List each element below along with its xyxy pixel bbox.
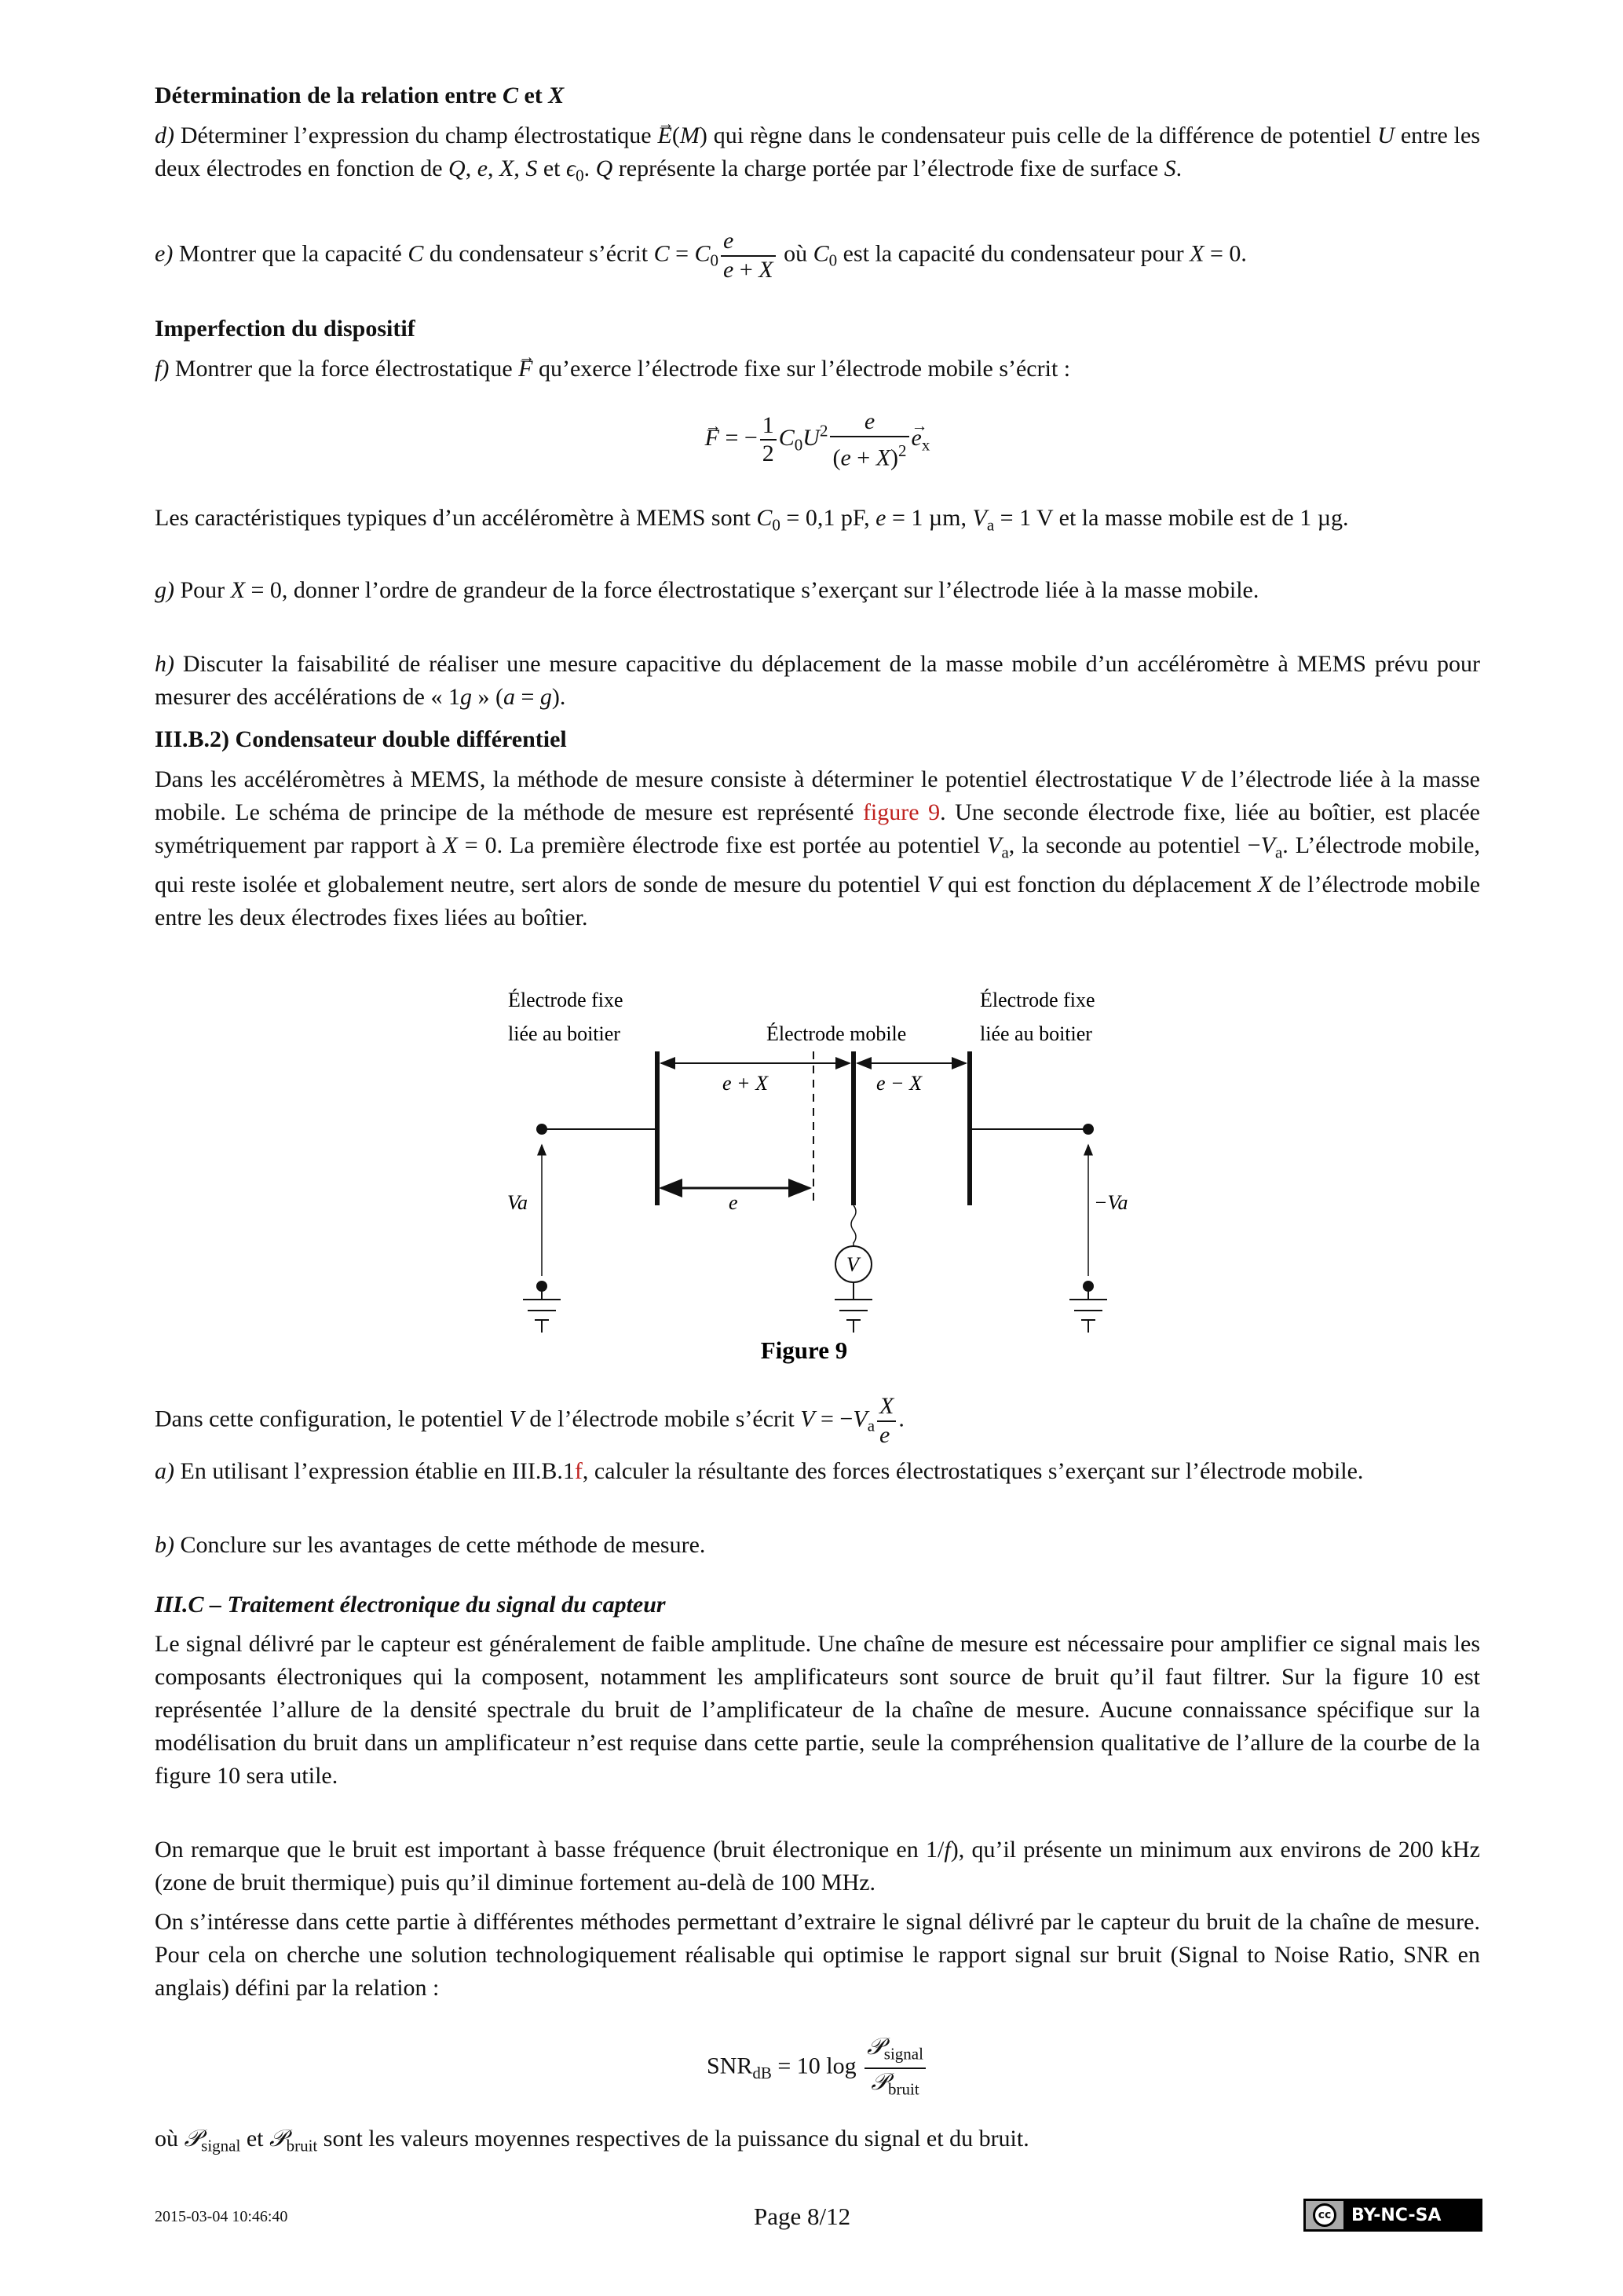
- math-symbol: e: [477, 155, 488, 181]
- text-run: .: [583, 155, 596, 181]
- math-symbol: e: [723, 228, 734, 254]
- text-run: ): [890, 444, 899, 471]
- left-terminal: [536, 1124, 547, 1135]
- math-symbol: U: [1377, 122, 1395, 148]
- math-symbol: 𝒫: [184, 2126, 202, 2152]
- math-symbol: g): [155, 577, 174, 603]
- text-run: Montrer que la capacité: [173, 240, 408, 267]
- text-run: ,: [488, 155, 500, 181]
- paragraph-c1: [155, 1628, 1480, 1793]
- text-run: = 0,1 pF,: [780, 505, 876, 531]
- text-run: = 1 V et la masse mobile est de 1 µg.: [994, 505, 1349, 531]
- text-run: ,: [465, 155, 477, 181]
- text-run: Les caractéristiques typiques d’un accéléromètre à MEMS sont: [155, 505, 757, 531]
- mobile-wire: [851, 1205, 856, 1246]
- math-symbol: e): [155, 240, 174, 267]
- math-symbol: 𝒫: [871, 2068, 889, 2095]
- voltage-right-label: −Va: [1094, 1191, 1128, 1214]
- text-run: Dans les accéléromètres à MEMS, la méthode de mesure consiste à déterminer le potentiel électrostatique: [155, 766, 1180, 792]
- text-run: . L’électrode mobile, qui reste isolée et globalement neutre, sert alors de sonde de mesure du potentiel: [155, 832, 1480, 898]
- text-run: +: [850, 444, 876, 471]
- ground-icon: [523, 1282, 1107, 1333]
- paragraph-c4: [155, 2122, 1480, 2162]
- text-run: +: [733, 256, 759, 283]
- math-symbol: V: [800, 1406, 815, 1432]
- math-symbol: X: [1257, 872, 1273, 898]
- math-symbol: X: [879, 1393, 894, 1419]
- text-run: de l’électrode mobile entre les deux électrodes fixes liées au boîtier.: [155, 872, 1481, 931]
- vector-symbol: → F: [705, 418, 719, 459]
- page-number: Page 8/12: [754, 2203, 851, 2230]
- fraction: [877, 1393, 896, 1449]
- math-symbol: V: [853, 1406, 868, 1432]
- question-a: [155, 1455, 1480, 1488]
- subscript: 0: [772, 515, 780, 535]
- math-symbol: X: [548, 82, 565, 108]
- text-run: . Une seconde électrode fixe, liée au boîtier, est placée symétriquement par rapport à: [155, 799, 1480, 858]
- math-symbol: S: [525, 155, 538, 181]
- math-symbol: V: [987, 832, 1002, 858]
- subscript: bruit: [286, 2136, 318, 2155]
- math-symbol: g: [539, 684, 552, 710]
- subscript: signal: [883, 2044, 923, 2064]
- text-run: » (: [472, 684, 503, 710]
- paragraph-c2: [155, 1834, 1480, 1899]
- text-run: entre les deux électrodes en fonction de: [155, 122, 1480, 181]
- subscript: signal: [201, 2136, 241, 2155]
- left-electrode-label-2: liée au boitier: [508, 1022, 620, 1045]
- text-run: En utilisant l’expression établie en III.B.1: [174, 1458, 575, 1484]
- text-run: ,: [514, 155, 526, 181]
- text-run: Déterminer l’expression du champ électrostatique: [174, 122, 658, 148]
- superscript: 2: [898, 441, 907, 460]
- text-run: On s’intéresse dans cette partie à différentes méthodes permettant d’extraire le signal délivré par le capteur du bruit de la chaîne de mesure. Pour cela on cherche une solution technologiquement réalisable qui optimise le rapport signal sur bruit (Signal to Noise Ratio, SNR en anglais) défini par la relation :: [155, 1909, 1480, 2001]
- text-run: Détermination de la relation entre: [155, 82, 503, 108]
- math-symbol: C: [778, 425, 795, 452]
- configuration-paragraph: [155, 1393, 1480, 1449]
- subscript: a: [986, 515, 995, 535]
- text-run: 1: [762, 411, 774, 438]
- text-run: (: [671, 122, 680, 148]
- math-symbol: g: [460, 684, 472, 710]
- math-symbol: X: [758, 256, 773, 283]
- subscript: bruit: [888, 2079, 919, 2099]
- math-symbol: X: [443, 832, 458, 858]
- math-symbol: ϵ: [566, 155, 576, 181]
- math-symbol: X: [499, 155, 514, 181]
- text-run: de l’électrode liée à la masse mobile. Le schéma de principe de la méthode de mesure est représenté: [155, 766, 1480, 825]
- math-symbol: U: [802, 425, 820, 452]
- math-symbol: V: [509, 1406, 524, 1432]
- subscript: x: [921, 435, 930, 455]
- text-run: ), qu’il présente un minimum aux environs de 200 kHz (zone de bruit thermique) puis qu’il diminue fortement au-delà de 100 MHz.: [155, 1837, 1480, 1896]
- rest-gap-label: e: [729, 1191, 738, 1214]
- math-symbol: Q: [448, 155, 466, 181]
- subscript: a: [1274, 843, 1283, 862]
- math-symbol: X: [230, 577, 246, 603]
- math-symbol: C: [756, 505, 773, 531]
- text-run: qui est fonction du déplacement: [941, 872, 1258, 898]
- text-run: et: [537, 155, 567, 181]
- math-symbol: S: [1164, 155, 1176, 181]
- timestamp: 2015-03-04 10:46:40: [155, 2208, 288, 2225]
- math-symbol: h): [155, 651, 174, 677]
- subscript: a: [1001, 843, 1009, 862]
- text-run: .: [1175, 155, 1183, 181]
- math-symbol: d): [155, 122, 174, 148]
- text-run: et: [240, 2126, 269, 2152]
- math-symbol: e: [875, 505, 886, 531]
- text-run: = −: [718, 425, 758, 452]
- text-run: =: [669, 240, 695, 267]
- math-symbol: e: [723, 256, 734, 283]
- right-electrode-label-2: liée au boitier: [980, 1022, 1092, 1045]
- right-electrode-label: Électrode fixe: [980, 989, 1095, 1011]
- paragraph-c3: [155, 1906, 1480, 2005]
- text-run: où: [155, 2126, 185, 2152]
- text-run: qu’exerce l’électrode fixe sur l’électrode mobile s’écrit :: [532, 356, 1071, 382]
- math-symbol: X: [875, 444, 891, 471]
- text-run: sont les valeurs moyennes respectives de la puissance du signal et du bruit.: [317, 2126, 1029, 2152]
- text-run: = 0. La première électrode fixe est portée au potentiel: [457, 832, 988, 858]
- math-symbol: M: [679, 122, 700, 148]
- text-run: Montrer que la force électrostatique: [169, 356, 519, 382]
- fraction-numerator: [877, 1393, 896, 1422]
- text-run: où: [777, 240, 813, 267]
- voltmeter-label: V: [846, 1253, 859, 1276]
- math-symbol: C: [694, 240, 711, 267]
- text-run: ) qui règne dans le condensateur puis celle de la différence de potentiel: [699, 122, 1378, 148]
- left-electrode-label: Électrode fixe: [508, 989, 623, 1011]
- subscript: 0: [828, 250, 838, 270]
- heading-c: [155, 1589, 1480, 1621]
- text-run: III.B.2) Condensateur double différentiel: [155, 726, 567, 752]
- math-symbol: a): [155, 1458, 174, 1484]
- math-symbol: C: [502, 82, 518, 108]
- text-run: du condensateur s’écrit: [423, 240, 654, 267]
- voltage-left-label: Va: [507, 1191, 528, 1214]
- math-symbol: f: [944, 1837, 951, 1863]
- math-symbol: f): [155, 356, 170, 382]
- fraction-numerator: [865, 2034, 926, 2069]
- text-run: est la capacité du condensateur pour: [837, 240, 1190, 267]
- math-symbol: V: [927, 872, 941, 898]
- text-run: = 10 log: [771, 2053, 863, 2079]
- text-run: On remarque que le bruit est important à basse fréquence (bruit électronique en 1/: [155, 1837, 945, 1863]
- text-run: = −: [814, 1406, 854, 1432]
- math-symbol: V: [1260, 832, 1275, 858]
- math-symbol: C: [408, 240, 424, 267]
- license-text: BY-NC-SA: [1351, 2205, 1442, 2225]
- text-run: représente la charge portée par l’électrode fixe de surface: [612, 155, 1164, 181]
- text-run: , la seconde au potentiel −: [1008, 832, 1261, 858]
- creative-commons-icon: cc: [1306, 2201, 1343, 2229]
- math-symbol: 𝒫: [867, 2034, 884, 2060]
- superscript: 2: [819, 421, 828, 441]
- text-run: Dans cette configuration, le potentiel: [155, 1406, 510, 1432]
- text-run: , calculer la résultante des forces électrostatiques s’exerçant sur l’électrode mobile.: [582, 1458, 1364, 1484]
- vector-symbol: → e: [912, 418, 922, 459]
- text-run: = 1 µm,: [886, 505, 973, 531]
- math-symbol: e: [879, 1421, 890, 1448]
- text-run: = 0.: [1204, 240, 1247, 267]
- text-run: et: [517, 82, 549, 108]
- cross-reference-link[interactable]: figure 9: [862, 799, 941, 825]
- text-run: III.C – Traitement électronique du signal du capteur: [155, 1592, 666, 1618]
- math-symbol: C: [813, 240, 829, 267]
- text-run: Conclure sur les avantages de cette méthode de mesure.: [174, 1532, 706, 1558]
- vector-symbol: → F: [518, 353, 532, 386]
- text-run: Discuter la faisabilité de réaliser une mesure capacitive du déplacement de la masse mobile d’un accéléromètre à MEMS prévu pour mesurer des accélérations de « 1: [155, 651, 1480, 710]
- text-run: Imperfection du dispositif: [155, 316, 415, 342]
- math-symbol: a: [503, 684, 515, 710]
- subscript: a: [867, 1416, 875, 1435]
- math-symbol: V: [972, 505, 987, 531]
- math-symbol: 𝒫: [269, 2126, 287, 2152]
- subscript: 0: [710, 250, 719, 270]
- text-run: 2: [762, 441, 774, 467]
- cross-reference-link[interactable]: f: [574, 1458, 583, 1484]
- text-run: SNR: [707, 2053, 753, 2079]
- gap-right-label: e − X: [876, 1072, 922, 1095]
- text-run: (: [832, 444, 841, 471]
- text-run: = 0, donner l’ordre de grandeur de la force électrostatique s’exerçant sur l’électrode liée à la masse mobile.: [245, 577, 1259, 603]
- figure-caption: Figure 9: [760, 1336, 848, 1364]
- subscript: dB: [752, 2063, 772, 2082]
- text-run: Pour: [174, 577, 231, 603]
- fraction-denominator: [877, 1422, 896, 1450]
- math-symbol: V: [1179, 766, 1194, 792]
- subscript: 0: [576, 166, 584, 185]
- text-run: =: [515, 684, 540, 710]
- mobile-electrode-label: Électrode mobile: [766, 1022, 907, 1045]
- text-run: ).: [551, 684, 566, 710]
- text-run: de l’électrode mobile s’écrit: [523, 1406, 801, 1432]
- subscript: 0: [794, 435, 803, 455]
- math-symbol: Q: [595, 155, 613, 181]
- math-symbol: C: [653, 240, 670, 267]
- math-symbol: e: [840, 444, 851, 471]
- math-symbol: X: [1190, 240, 1204, 267]
- vector-symbol: → E: [658, 119, 672, 152]
- question-b: [155, 1529, 1480, 1562]
- fraction-denominator: [865, 2069, 926, 2103]
- license-badge[interactable]: [1303, 2199, 1482, 2232]
- fraction: [865, 2034, 926, 2103]
- equation-snr: [155, 2034, 1480, 2103]
- text-run: Le signal délivré par le capteur est généralement de faible amplitude. Une chaîne de mesure est nécessaire pour amplifier ce signal mais les composants électroniques qui la composent, notamment les amplificateurs sont source de bruit qu’il faut filtrer. Sur la figure 10 est représentée l’allure de la densité spectrale du bruit de l’amplificateur de la chaîne de mesure. Aucune connaissance spécifique sur la modélisation du bruit dans un amplificateur n’est requise dans cette partie, seule la compréhension qualitative de l’allure de la courbe de la figure 10 sera utile.: [155, 1631, 1480, 1789]
- gap-left-label: e + X: [722, 1072, 768, 1095]
- right-terminal: [1083, 1124, 1094, 1135]
- math-symbol: e: [864, 408, 875, 434]
- math-symbol: b): [155, 1532, 174, 1558]
- text-run: .: [898, 1406, 905, 1432]
